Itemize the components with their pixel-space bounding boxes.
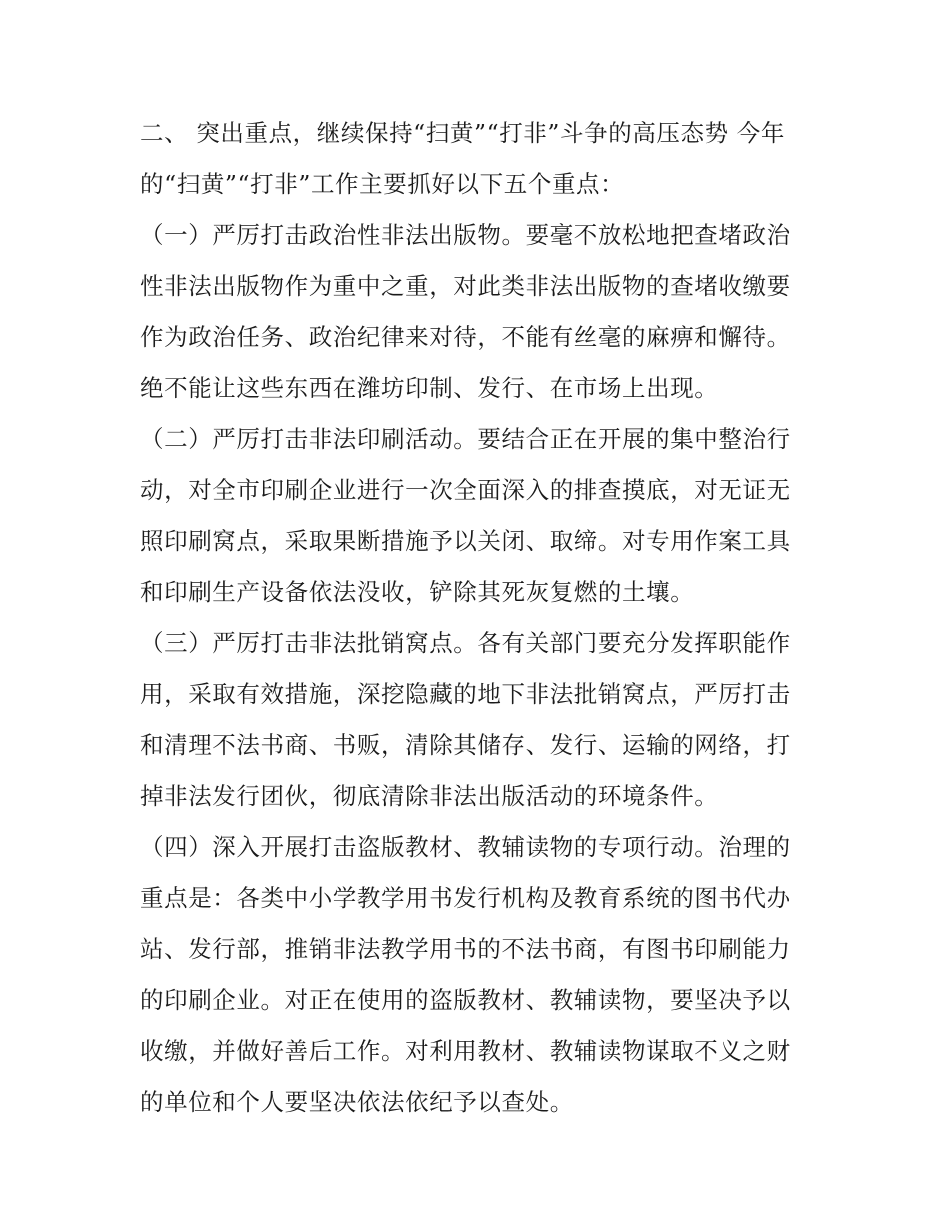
text-line: 绝不能让这些东西在潍坊印制、发行、在市场上出现。 [140,374,719,402]
text-line: （一）严厉打击政治性非法出版物。要毫不放松地把查堵政治 [140,221,791,249]
text-line: 的印刷企业。对正在使用的盗版教材、教辅读物，要坚决予以 [140,986,791,1014]
text-line: 性非法出版物作为重中之重，对此类非法出版物的查堵收缴要 [140,272,791,300]
text-line: （二）严厉打击非法印刷活动。要结合正在开展的集中整治行 [140,425,791,453]
text-line: 站、发行部，推销非法教学用书的不法书商，有图书印刷能力 [140,935,791,963]
text-line: 和清理不法书商、书贩，清除其储存、发行、运输的网络，打 [140,731,791,759]
text-line: （三）严厉打击非法批销窝点。各有关部门要充分发挥职能作 [140,629,791,657]
text-line: 用，采取有效措施，深挖隐藏的地下非法批销窝点，严厉打击 [140,680,791,708]
text-line: 掉非法发行团伙，彻底清除非法出版活动的环境条件。 [140,782,719,810]
text-line: 动，对全市印刷企业进行一次全面深入的排查摸底，对无证无 [140,476,791,504]
text-line: 照印刷窝点，采取果断措施予以关闭、取缔。对专用作案工具 [140,527,791,555]
text-line: 的单位和个人要坚决依法依纪予以查处。 [140,1088,574,1116]
text-line: 收缴，并做好善后工作。对利用教材、教辅读物谋取不义之财 [140,1037,791,1065]
text-line: 作为政治任务、政治纪律来对待，不能有丝毫的麻痹和懈待。 [140,323,791,351]
text-line: 的“扫黄”“打非”工作主要抓好以下五个重点： [140,170,625,198]
text-line: 二、 突出重点，继续保持“扫黄”“打非”斗争的高压态势 今年 [140,119,785,147]
text-line: （四）深入开展打击盗版教材、教辅读物的专项行动。治理的 [140,833,791,861]
text-line: 和印刷生产设备依法没收，铲除其死灰复燃的土壤。 [140,578,695,606]
text-line: 重点是：各类中小学教学用书发行机构及教育系统的图书代办 [140,884,791,912]
document-body [140,108,820,1128]
